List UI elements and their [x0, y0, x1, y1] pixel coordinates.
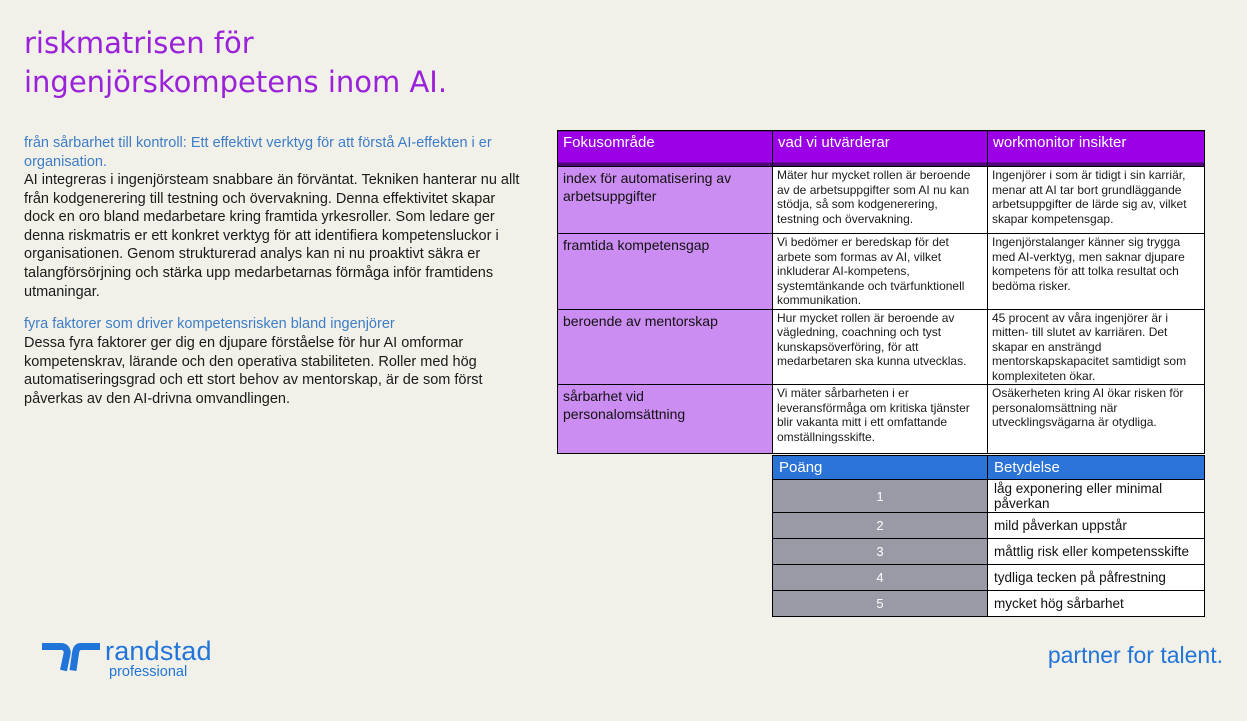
score-value-cell: 3	[773, 539, 988, 565]
risk-header-insight: workmonitor insikter	[988, 131, 1205, 167]
score-meaning-cell: tydliga tecken på påfrestning	[988, 565, 1205, 591]
score-value-cell: 1	[773, 480, 988, 513]
table-row	[558, 309, 1205, 385]
risk-insight-cell: 45 procent av våra ingenjörer är i mitten- till slutet av karriären. Det skapar en ansträngd mentorskapskapacitet samtidigt som komplexiteten ökar.	[988, 309, 1205, 385]
brand-wordmark: randstad	[105, 636, 212, 666]
table-row	[773, 565, 1205, 591]
table-row	[558, 385, 1205, 454]
risk-insight-cell: Ingenjörer i som är tidigt i sin karriär, menar att AI tar bort grundläggande arbetsuppgifter de lärde sig av, vilket skapar kompetensgap.	[988, 167, 1205, 234]
score-meaning-cell: mycket hög sårbarhet	[988, 591, 1205, 617]
risk-evaluation-cell: Mäter hur mycket rollen är beroende av de arbetsuppgifter som AI nu kan stödja, så som kodgenerering, testning och övervakning.	[773, 167, 988, 234]
score-table-header-row	[773, 456, 1205, 480]
page-title	[24, 24, 544, 102]
risk-evaluation-cell: Vi mäter sårbarheten i er leveransförmåga om kritiska tjänster blir vakanta mitt i ett omfattande omställningsskifte.	[773, 385, 988, 454]
intro-lead: från sårbarhet till kontroll: Ett effektivt verktyg för att förstå AI-effekten i er organisation.	[24, 135, 492, 170]
table-row	[773, 539, 1205, 565]
factors-body: Dessa fyra faktorer ger dig en djupare förståelse för hur AI omformar kompetenskrav, lärande och den operativa stabiliteten. Roller med hög automatiseringsgrad och ett stort behov av mentorskap, är de som först påverkas av den AI-drivna omvandlingen.	[24, 335, 483, 407]
factors-heading: fyra faktorer som driver kompetensrisken bland ingenjörer	[24, 316, 395, 332]
score-legend-table	[772, 455, 1205, 617]
brand-tagline: partner for talent.	[1047, 642, 1223, 668]
randstad-logo-icon	[40, 641, 102, 680]
risk-focus-cell: index för automatisering av arbetsuppgifter	[558, 167, 773, 234]
risk-header-focus: Fokusområde	[558, 131, 773, 167]
risk-header-evaluation: vad vi utvärderar	[773, 131, 988, 167]
score-value-cell: 5	[773, 591, 988, 617]
brand-sub-label: professional	[109, 664, 188, 680]
score-value-cell: 2	[773, 513, 988, 539]
table-row	[773, 480, 1205, 513]
risk-insight-cell: Osäkerheten kring AI ökar risken för personalomsättning när utvecklingsvägarna är otydliga.	[988, 385, 1205, 454]
table-row	[773, 591, 1205, 617]
score-meaning-cell: mild påverkan uppstår	[988, 513, 1205, 539]
risk-matrix-table	[557, 130, 1205, 454]
score-meaning-cell: låg exponering eller minimal påverkan	[988, 480, 1205, 513]
intro-body: AI integreras i ingenjörsteam snabbare än förväntat. Tekniken hanterar nu allt från kodgenerering till testning och övervakning. Denna effektivitet skapar dock en oro bland medarbetare kring framtida yrkesroller. Som ledare ger denna riskmatris er ett konkret verktyg för att identifiera kompetensluckor i organisationen. Genom strukturerad analys kan ni nu proaktivt säkra er talangförsörjning och stärka upp medarbetarnas förmåga inför framtidens utmaningar.	[24, 172, 520, 300]
score-header-meaning: Betydelse	[988, 456, 1205, 480]
risk-table-header-row	[558, 131, 1205, 167]
table-row	[558, 234, 1205, 310]
risk-insight-cell: Ingenjörstalanger känner sig trygga med AI-verktyg, men saknar djupare kompetens för att tolka resultat och bedöma risker.	[988, 234, 1205, 310]
score-meaning-cell: måttlig risk eller kompetensskifte	[988, 539, 1205, 565]
risk-evaluation-cell: Hur mycket rollen är beroende av vägledning, coachning och tyst kunskapsöverföring, för att medarbetaren ska kunna utvecklas.	[773, 309, 988, 385]
score-value-cell: 4	[773, 565, 988, 591]
table-row	[558, 167, 1205, 234]
score-header-points: Poäng	[773, 456, 988, 480]
page-title-line2: ingenjörskompetens inom AI.	[24, 65, 448, 99]
table-row	[773, 513, 1205, 539]
risk-focus-cell: sårbarhet vid personalomsättning	[558, 385, 773, 454]
risk-focus-cell: framtida kompetensgap	[558, 234, 773, 310]
risk-focus-cell: beroende av mentorskap	[558, 309, 773, 385]
risk-evaluation-cell: Vi bedömer er beredskap för det arbete som formas av AI, vilket inkluderar AI-kompetens, systemtänkande och tvärfunktionell kommunikation.	[773, 234, 988, 310]
page-title-line1: riskmatrisen för	[24, 26, 254, 60]
